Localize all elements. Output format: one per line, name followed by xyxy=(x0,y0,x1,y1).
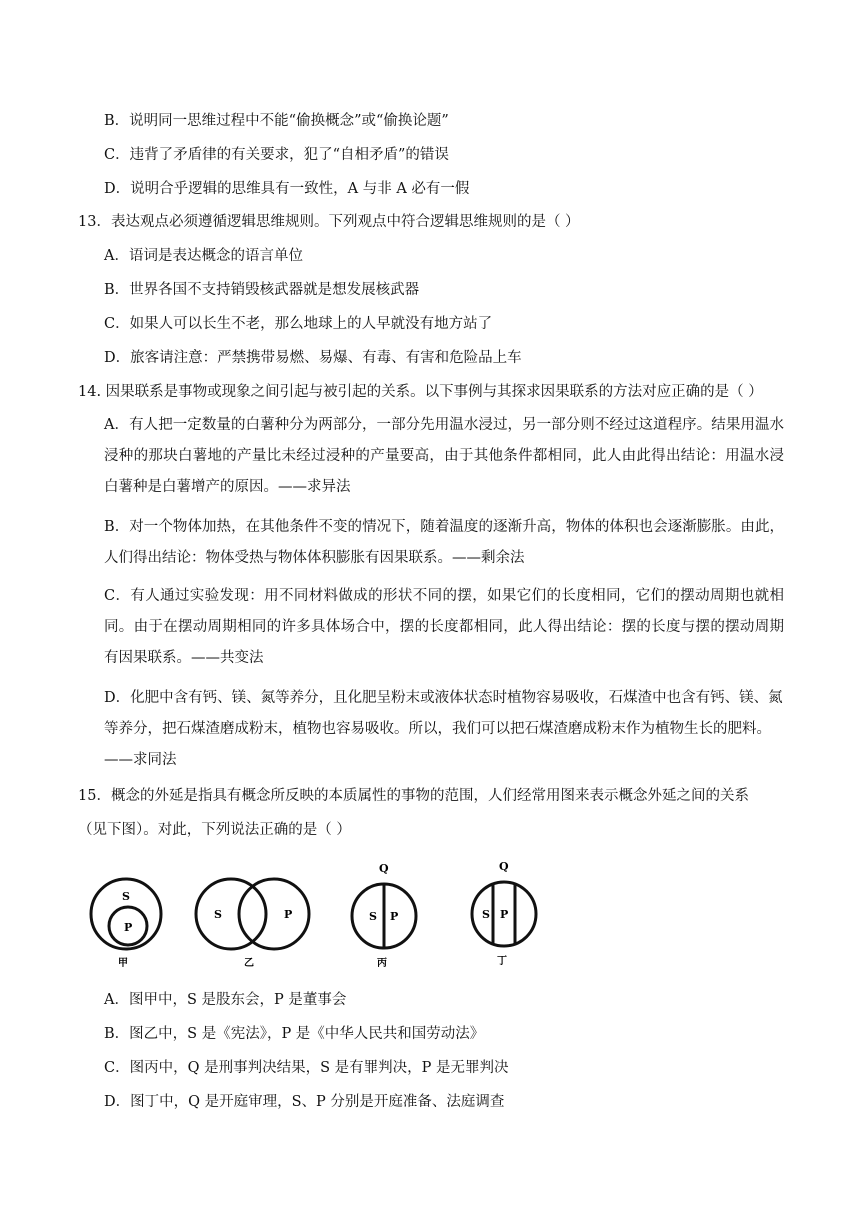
diagram-bing xyxy=(352,862,416,969)
diagram-bing-caption: 丙 xyxy=(377,958,387,969)
q14-option-a: A．有人把一定数量的白薯种分为两部分，一部分先用温水浸过，另一部分则不经过这道程序。结果用温水浸种的那块白薯地的产量比未经过浸种的产量要高，由于其他条件都相同，此人由此得出结论：用温水浸白薯种是白薯增产的原因。——求异法 xyxy=(104,417,784,495)
diagram-yi-caption: 乙 xyxy=(244,958,254,969)
diagram-jia xyxy=(91,879,161,969)
q15-option-d: D．图丁中，Q 是开庭审理，S、P 分别是开庭准备、法庭调查 xyxy=(104,1094,505,1110)
diagram-bing-p: P xyxy=(390,910,399,923)
q13-option-a: A．语词是表达概念的语言单位 xyxy=(104,248,303,264)
q14-stem: 14. 因果联系是事物或现象之间引起与被引起的关系。以下事例与其探求因果联系的方法对应正确的是（ ） xyxy=(78,384,763,400)
concept-extension-diagram xyxy=(86,856,556,974)
q12-option-d: D．说明合乎逻辑的思维具有一致性，A 与非 A 必有一假 xyxy=(104,181,470,197)
diagram-jia-s: S xyxy=(122,890,130,903)
diagram-bing-q: Q xyxy=(379,862,389,875)
diagram-bing-s: S xyxy=(369,910,377,923)
diagram-ding-s: S xyxy=(482,908,490,921)
q13-option-c: C．如果人可以长生不老，那么地球上的人早就没有地方站了 xyxy=(104,316,493,332)
q15-option-a: A．图甲中，S 是股东会，P 是董事会 xyxy=(104,992,347,1008)
diagram-ding xyxy=(472,860,536,967)
q15-option-b: B．图乙中，S 是《宪法》，P 是《中华人民共和国劳动法》 xyxy=(104,1026,485,1042)
q15-stem-line2: （见下图）。对此，下列说法正确的是（ ） xyxy=(78,822,351,838)
q13-stem: 13．表达观点必须遵循逻辑思维规则。下列观点中符合逻辑思维规则的是（ ） xyxy=(78,214,580,230)
diagram-ding-p: P xyxy=(500,908,509,921)
q13-option-b: B．世界各国不支持销毁核武器就是想发展核武器 xyxy=(104,282,420,298)
q14-option-d: D．化肥中含有钙、镁、氮等养分，且化肥呈粉末或液体状态时植物容易吸收，石煤渣中也含有钙、镁、氮等养分，把石煤渣磨成粉末，植物也容易吸收。所以，我们可以把石煤渣磨成粉末作为植物生长的肥料。——求同法 xyxy=(104,690,783,768)
diagram-ding-q: Q xyxy=(499,860,509,873)
diagram-ding-caption: 丁 xyxy=(497,956,507,967)
diagram-yi-s: S xyxy=(214,908,222,921)
q13-option-d: D．旅客请注意：严禁携带易燃、易爆、有毒、有害和危险品上车 xyxy=(104,350,522,366)
q14-option-c: C．有人通过实验发现：用不同材料做成的形状不同的摆，如果它们的长度相同，它们的摆动周期也就相同。由于在摆动周期相同的许多具体场合中，摆的长度都相同，此人得出结论：摆的长度与摆的摆动周期有因果联系。——共变法 xyxy=(104,588,784,666)
q14-option-b: B．对一个物体加热，在其他条件不变的情况下，随着温度的逐渐升高，物体的体积也会逐渐膨胀。由此，人们得出结论：物体受热与物体体积膨胀有因果联系。——剩余法 xyxy=(104,519,784,566)
diagram-yi xyxy=(196,879,309,969)
q15-stem-line1: 15．概念的外延是指具有概念所反映的本质属性的事物的范围，人们经常用图来表示概念外延之间的关系 xyxy=(78,788,749,804)
q15-option-c: C．图丙中，Q 是刑事判决结果，S 是有罪判决，P 是无罪判决 xyxy=(104,1060,509,1076)
diagram-jia-p: P xyxy=(124,921,133,934)
diagram-jia-caption: 甲 xyxy=(118,958,128,969)
diagram-yi-p: P xyxy=(284,908,293,921)
q12-option-b: B．说明同一思维过程中不能“偷换概念”或“偷换论题” xyxy=(104,113,449,129)
q12-option-c: C．违背了矛盾律的有关要求，犯了“自相矛盾”的错误 xyxy=(104,147,449,163)
